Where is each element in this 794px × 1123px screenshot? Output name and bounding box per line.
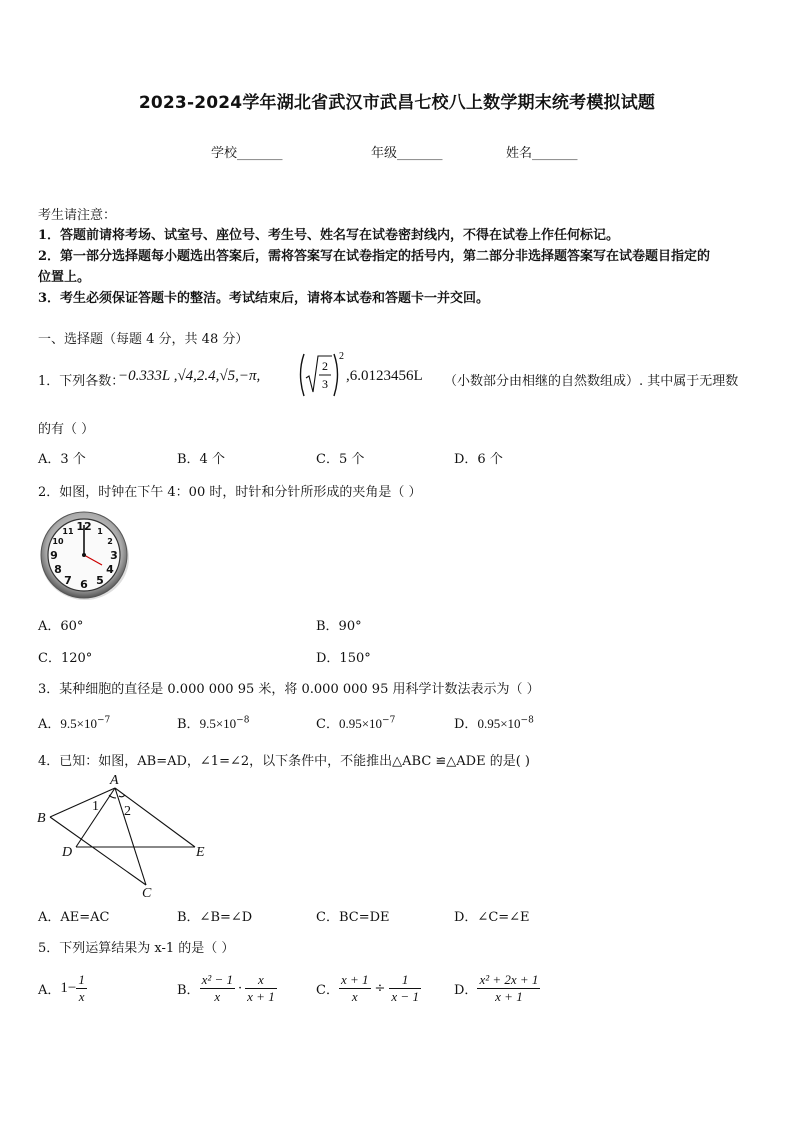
q4-option-a[interactable]: A．AE=AC [38,910,110,925]
notice-item: 1．答题前请将考场、试室号、座位号、考生号、姓名写在试卷密封线内，不得在试卷上作任何标记。 [38,228,620,243]
q2-option-d[interactable]: D．150° [316,651,371,666]
q1-line2: 的有（ ） [38,422,95,437]
q5-option-c[interactable]: C． $\frac{x + 1}{x}$ ÷ $\frac{1}{x - 1}$ [316,972,419,1004]
notice-item: 3．考生必须保证答题卡的整洁。考试结束后，请将本试卷和答题卡一并交回。 [38,291,490,306]
clock-number: 6 [80,578,88,591]
q2-option-c[interactable]: C．120° [38,651,93,666]
q1-frac-den: 3 [322,377,328,391]
q3-stem: 3．某种细胞的直径是 0.000 000 95 米，将 0.000 000 95 用科学计数法表示为（ ） [38,682,540,697]
q4-option-c[interactable]: C．BC=DE [316,910,390,925]
q2-option-b[interactable]: B．90° [316,619,362,634]
school-field[interactable]: 学校_______ [211,146,283,161]
angle-2-label: 2 [124,804,131,819]
q5-stem: 5．下列运算结果为 x-1 的是（ ） [38,941,235,956]
q3-option-c[interactable]: C．$0.95\times 10^{-7}$ [316,715,396,732]
clock-number: 12 [76,520,92,533]
label-c: C [142,886,152,898]
angle-1-label: 1 [92,799,99,814]
q1-option-c[interactable]: C．5 个 [316,452,365,467]
q4-option-b[interactable]: B．∠B=∠D [177,910,253,925]
q1-frac-num: 2 [322,359,328,373]
clock-number: 4 [106,563,114,576]
grade-field[interactable]: 年级_______ [371,146,443,161]
q1-option-b[interactable]: B．4 个 [177,452,225,467]
fraction: $\frac{x + 1}{x}$ [340,972,369,1004]
q4-option-d[interactable]: D．∠C=∠E [454,910,530,925]
q4-stem: 4．已知：如图，AB=AD，∠1=∠2，以下条件中，不能推出△ABC ≌△ADE 的是( ) [38,754,530,769]
q1-lead: 1．下列各数： [38,374,125,389]
clock-number: 1 [97,527,103,536]
name-field[interactable]: 姓名_______ [506,146,578,161]
q1-option-a[interactable]: A．3 个 [38,452,86,467]
q2-stem: 2．如图，时钟在下午 4：00 时，时针和分针所形成的夹角是（ ） [38,485,422,500]
page-title: 2023-2024学年湖北省武汉市武昌七校八上数学期末统考模拟试题 [138,93,656,113]
q5-option-b[interactable]: B． $\frac{\text{x² − 1}}{x}$ · $\frac{x}{x + 1}$ [177,972,275,1004]
clock-number: 7 [64,574,72,587]
fraction: $\frac{\text{x² + 2x + 1}}{x + 1}$ [479,972,539,1004]
clock-number: 9 [50,549,58,562]
q1-note: （小数部分由相继的自然数组成）. 其中属于无理数 [444,374,739,389]
clock-number: 2 [107,537,113,546]
clock-number: 8 [54,563,62,576]
q1-power: 2 [339,351,344,362]
q1-tail: ,6.0123456L [346,368,423,384]
fraction: $\frac{x}{x + 1}$ [247,972,275,1004]
label-e: E [196,845,205,860]
label-a: A [110,773,119,788]
clock-number: 5 [96,574,104,587]
q1-option-d[interactable]: D．6 个 [454,452,503,467]
clock-number: 3 [110,549,118,562]
q5-option-d[interactable]: D． $\frac{\text{x² + 2x + 1}}{x + 1}$ [454,972,539,1004]
notice-item: 2．第一部分选择题每小题选出答案后，需将答案写在试卷指定的括号内，第二部分非选择题答案写在试卷题目指定的 [38,249,711,264]
q3-option-b[interactable]: B．$9.5\times 10^{-8}$ [177,715,250,732]
q3-option-d[interactable]: D．$0.95\times 10^{-8}$ [454,715,534,732]
fraction: $\frac{1}{x}$ [78,972,85,1004]
notice-item: 位置上。 [38,270,91,285]
label-d: D [62,845,73,860]
section-heading: 一、选择题（每题 4 分，共 48 分） [38,332,249,347]
clock-number: 11 [62,527,74,536]
clock-number: 10 [52,537,64,546]
q1-numbers: −0.333L ,√4,2.4,√5,−π, [118,368,261,384]
fraction: $\frac{1}{x - 1}$ [391,972,419,1004]
fraction: $\frac{\text{x² − 1}}{x}$ [201,972,234,1004]
q3-option-a[interactable]: A．$9.5\times 10^{-7}$ [38,715,111,732]
notice-heading: 考生请注意： [38,208,117,223]
q2-option-a[interactable]: A．60° [38,619,84,634]
triangle-diagram [34,768,214,898]
label-b: B [37,811,46,826]
clock-icon [39,511,131,601]
q5-option-a[interactable]: A． 1− $\frac{1}{x}$ [38,972,85,1004]
q1-root-fraction-power [296,350,348,402]
